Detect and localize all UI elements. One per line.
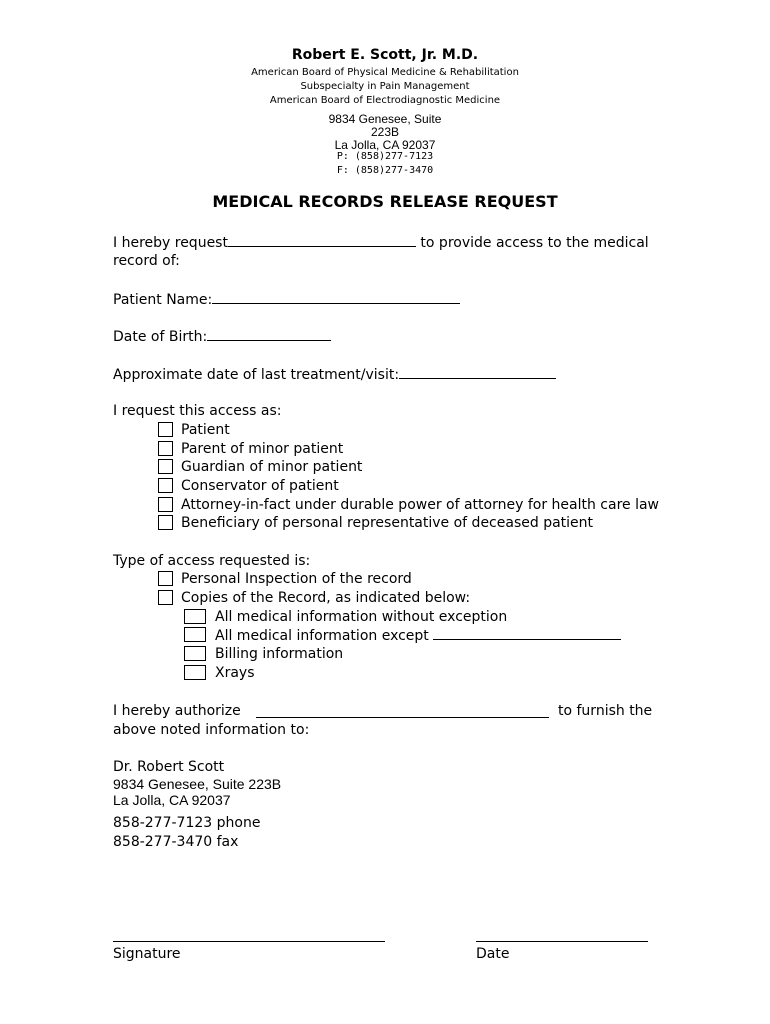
office-phone: P: (858)277-7123	[336, 151, 434, 162]
form-title: MEDICAL RECORDS RELEASE REQUEST	[212, 192, 558, 211]
request-prefix: I hereby request	[113, 235, 228, 251]
signature-label: Signature	[113, 946, 181, 962]
authorize-suffix: to furnish the	[558, 703, 653, 719]
request-suffix: to provide access to the medical	[420, 235, 649, 251]
last-visit-label: Approximate date of last treatment/visit:	[113, 367, 400, 383]
checkbox-personal-inspection[interactable]	[158, 571, 173, 586]
checkbox-billing[interactable]	[184, 646, 206, 661]
option-guardian: Guardian of minor patient	[181, 459, 363, 475]
checkbox-all-info[interactable]	[184, 609, 206, 624]
patient-name-field[interactable]	[212, 290, 460, 304]
date-field[interactable]	[476, 941, 648, 942]
option-attorney: Attorney-in-fact under durable power of attorney for health care law	[181, 497, 660, 513]
last-visit-field[interactable]	[399, 365, 556, 379]
dob-field[interactable]	[207, 327, 331, 341]
checkbox-conservator[interactable]	[158, 478, 173, 493]
last-visit-row	[113, 365, 556, 384]
request-line	[113, 233, 649, 252]
recipient-name: Dr. Robert Scott	[113, 759, 225, 775]
option-personal-inspection: Personal Inspection of the record	[181, 571, 412, 587]
option-all-info: All medical information without exception	[215, 609, 508, 625]
authorize-line-2: above noted information to:	[113, 722, 310, 738]
recipient-phone: 858-277-7123 phone	[113, 815, 261, 831]
office-address-line-1: 9834 Genesee, Suite	[328, 112, 442, 126]
option-parent: Parent of minor patient	[181, 441, 344, 457]
access-type-label: Type of access requested is:	[113, 553, 311, 569]
patient-name-label: Patient Name:	[113, 292, 213, 308]
authorized-party-field[interactable]	[256, 717, 549, 718]
option-xrays: Xrays	[215, 665, 255, 681]
office-address-line-2: 223B	[370, 125, 400, 139]
option-conservator: Conservator of patient	[181, 478, 339, 494]
authorize-prefix: I hereby authorize	[113, 703, 241, 719]
office-address-line-3: La Jolla, CA 92037	[334, 138, 436, 152]
option-patient: Patient	[181, 422, 230, 438]
exception-field[interactable]	[433, 626, 621, 640]
board-certification-2: American Board of Electrodiagnostic Medicine	[269, 95, 501, 106]
option-all-except: All medical information except	[215, 628, 429, 644]
office-fax: F: (858)277-3470	[336, 165, 434, 176]
provider-name-field[interactable]	[228, 233, 416, 247]
checkbox-all-except[interactable]	[184, 627, 206, 642]
checkbox-patient[interactable]	[158, 422, 173, 437]
checkbox-parent[interactable]	[158, 441, 173, 456]
request-line-2: record of:	[113, 253, 180, 269]
signature-field[interactable]	[113, 941, 385, 942]
recipient-address-1: 9834 Genesee, Suite 223B	[113, 776, 282, 792]
checkbox-xrays[interactable]	[184, 665, 206, 680]
recipient-address-2: La Jolla, CA 92037	[113, 792, 231, 808]
recipient-fax: 858-277-3470 fax	[113, 834, 239, 850]
option-copies: Copies of the Record, as indicated below:	[181, 590, 471, 606]
dob-label: Date of Birth:	[113, 329, 208, 345]
option-billing: Billing information	[215, 646, 344, 662]
patient-name-row	[113, 290, 460, 309]
option-beneficiary: Beneficiary of personal representative of deceased patient	[181, 515, 594, 531]
checkbox-guardian[interactable]	[158, 459, 173, 474]
option-all-except-row	[215, 626, 621, 645]
checkbox-copies[interactable]	[158, 590, 173, 605]
checkbox-beneficiary[interactable]	[158, 515, 173, 530]
doctor-name: Robert E. Scott, Jr. M.D.	[291, 47, 479, 63]
date-label: Date	[476, 946, 510, 962]
checkbox-attorney[interactable]	[158, 497, 173, 512]
access-as-label: I request this access as:	[113, 403, 282, 419]
board-certification-1: American Board of Physical Medicine & Rehabilitation	[251, 67, 519, 78]
dob-row	[113, 327, 331, 346]
subspecialty: Subspecialty in Pain Management	[300, 81, 470, 92]
